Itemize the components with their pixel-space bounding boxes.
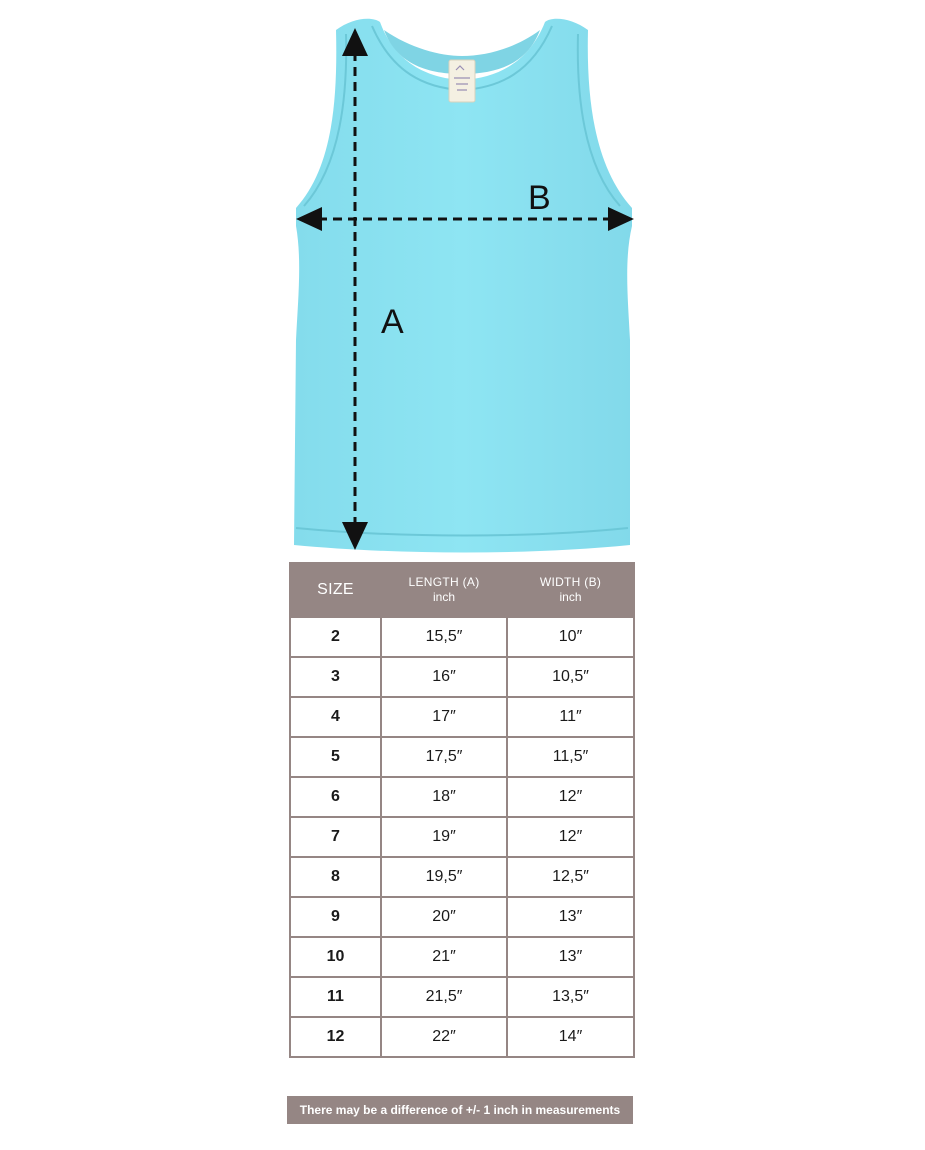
- width-cell: 13,5″: [507, 977, 634, 1017]
- table-row: [290, 737, 634, 777]
- size-cell: 3: [290, 657, 381, 697]
- width-cell: 12″: [507, 777, 634, 817]
- size-cell: 11: [290, 977, 381, 1017]
- size-cell: 12: [290, 1017, 381, 1057]
- size-cell: 10: [290, 937, 381, 977]
- table-row: [290, 937, 634, 977]
- width-cell: 10,5″: [507, 657, 634, 697]
- table-row: [290, 857, 634, 897]
- table-row: [290, 977, 634, 1017]
- width-cell: 13″: [507, 897, 634, 937]
- label-b: B: [528, 179, 551, 217]
- length-cell: 21,5″: [381, 977, 507, 1017]
- length-cell: 18″: [381, 777, 507, 817]
- header-width: WIDTH (B) inch: [507, 563, 634, 617]
- length-cell: 20″: [381, 897, 507, 937]
- table-row: [290, 777, 634, 817]
- length-cell: 17″: [381, 697, 507, 737]
- width-cell: 12,5″: [507, 857, 634, 897]
- measurement-footnote: There may be a difference of +/- 1 inch in measurements: [287, 1096, 633, 1124]
- table-header-row: [290, 563, 634, 617]
- header-size: SIZE: [290, 563, 381, 617]
- width-cell: 11″: [507, 697, 634, 737]
- length-cell: 21″: [381, 937, 507, 977]
- size-cell: 2: [290, 617, 381, 657]
- length-cell: 15,5″: [381, 617, 507, 657]
- table-row: [290, 697, 634, 737]
- width-cell: 11,5″: [507, 737, 634, 777]
- length-cell: 22″: [381, 1017, 507, 1057]
- length-cell: 17,5″: [381, 737, 507, 777]
- tank-top-illustration: [0, 0, 925, 560]
- width-cell: 14″: [507, 1017, 634, 1057]
- size-cell: 7: [290, 817, 381, 857]
- size-cell: 5: [290, 737, 381, 777]
- header-length: LENGTH (A) inch: [381, 563, 507, 617]
- table-row: [290, 897, 634, 937]
- neck-label-tag: [449, 60, 475, 102]
- width-cell: 13″: [507, 937, 634, 977]
- table-row: [290, 657, 634, 697]
- table-row: [290, 617, 634, 657]
- size-chart-table: [289, 562, 635, 1058]
- size-cell: 9: [290, 897, 381, 937]
- table-row: [290, 1017, 634, 1057]
- size-cell: 6: [290, 777, 381, 817]
- size-cell: 4: [290, 697, 381, 737]
- width-cell: 10″: [507, 617, 634, 657]
- width-cell: 12″: [507, 817, 634, 857]
- size-cell: 8: [290, 857, 381, 897]
- table-row: [290, 817, 634, 857]
- label-a: A: [381, 303, 404, 341]
- length-cell: 19,5″: [381, 857, 507, 897]
- length-cell: 19″: [381, 817, 507, 857]
- length-cell: 16″: [381, 657, 507, 697]
